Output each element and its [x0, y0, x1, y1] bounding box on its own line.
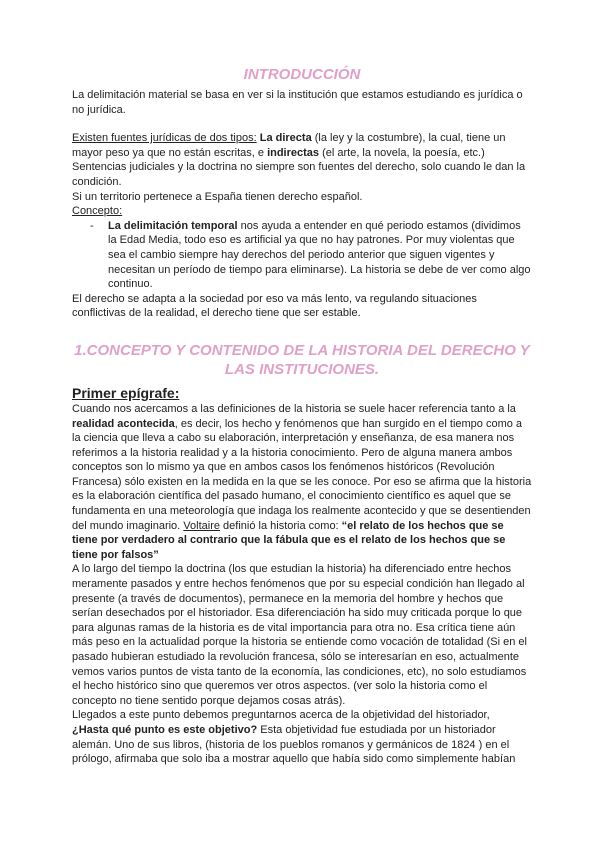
delimitacion-temporal-text: nos ayuda a entender en qué periodo estamos (dividimos la Edad Media, todo eso es artificial ya que no hay patrones. Por muy violentas que sea el cambio siempre hay derechos del periodo anterior que siguen vigentes y necesitan un período de tiempo para eliminarse). La historia se debe de ver como algo continuo. — [108, 219, 531, 291]
text-run: definió la historia como: — [220, 519, 342, 532]
subheading: Primer epígrafe: — [72, 384, 180, 401]
indirectas-text: (el arte, la novela, la poesía, etc.) — [319, 146, 485, 159]
intro-paragraph-1: La delimitación material se basa en ver si la institución que estamos estudiando es jurídica o no jurídica. — [72, 89, 523, 116]
concepto-label: Concepto: — [72, 205, 123, 218]
section-heading: 1.CONCEPTO Y CONTENIDO DE LA HISTORIA DEL DERECHO Y LAS INSTITUCIONES. — [74, 341, 530, 378]
intro-paragraph-2 — [72, 131, 532, 160]
text-run: , es decir, los hecho y fenómenos que han surgido en el tiempo como a la ciencia que lleva a cabo su elaboración, interpretación y enseñanza, de esa manera nos referimos a la historia realidad y a la historia conocimiento. Pero de alguna manera ambos conceptos son lo mismo ya que en ambos casos los fenómenos históricos (Revolución Francesa) sólo existen en la medida en la que se les conoce. Por eso se afirma que la historia es la elaboración científica del pasado humano, el conocimiento científico es aquel que se fundamenta en una meteorología que indaga los realmente acontecido y que se desentienden del mundo imaginario. — [72, 417, 532, 532]
document-page — [72, 66, 532, 767]
intro-paragraph-3: Sentencias judiciales y la doctrina no siempre son fuentes del derecho, solo cuando le dan la condición. — [72, 161, 526, 188]
intro-paragraph-4: Si un territorio pertenece a España tienen derecho español. — [72, 190, 363, 203]
directa-text: (la ley y la costumbre), la cual, tiene un mayor peso ya que no están escritas, e — [72, 132, 506, 159]
page-title: INTRODUCCIÓN — [243, 66, 361, 83]
delimitacion-temporal-term: La delimitación temporal — [108, 219, 238, 232]
objetividad-question: ¿Hasta qué punto es este objetivo? — [72, 723, 258, 736]
paragraph-gap — [72, 117, 532, 131]
intro-paragraph-5: El derecho se adapta a la sociedad por eso va más lento, va regulando situaciones conflictivas de la realidad, el derecho tiene que ser estable. — [72, 292, 477, 320]
text-run: Esta objetividad fue estudiada por un historiador alemán. Uno de sus libros, (historia de los pueblos romanos y germánicos de 1824 ) en el prólogo, afirmaba que solo iba a mostrar aquello que había sido como simplemente habían — [72, 723, 516, 766]
directa-term: La directa — [259, 132, 312, 145]
section-paragraph-2: A lo largo del tiempo la doctrina (los que estudian la historia) ha diferenciado entre hechos meramente pasados y entre hechos fenómenos que por su especial condición han llegado al presente (a través de documentos), permanece en la memoria del hombre y hechos que serían desechados por el historiador. Esa diferenciación ha sido muy criticada porque lo que para algunas ramas de la historia es de vital importancia para otra no. Esa crítica tiene aún más peso en la actualidad porque la historia se entiende como vocación de totalidad (Si en el pasado hubieran estudiado la revolución francesa, sólo se interesarían en eso, actualmente vemos varios puntos de vista tanto de la economía, las condiciones, etc), no solo estudiamos el hecho histórico sino que queremos ver otros aspectos. (ver solo la historia como el concepto no tiene sentido porque dejamos cosas atrás). — [72, 563, 527, 707]
dash-bullet: - — [90, 219, 94, 232]
indirectas-term: indirectas — [267, 146, 320, 159]
voltaire-quote: “el relato de los hechos que se tiene por verdadero al contrario que la fábula que es el relato de los hechos que se tiene por falsos” — [72, 519, 506, 561]
realidad-acontecida-term: realidad acontecida — [72, 417, 175, 430]
list-item — [72, 219, 532, 292]
section-paragraph-3: Llegados a este punto debemos preguntarnos acerca de la objetividad del historiador, — [72, 709, 490, 722]
text-run: Cuando nos acercamos a las definiciones de la historia se suele hacer referencia tanto a la — [72, 402, 516, 415]
section-paragraph-4 — [72, 723, 532, 767]
sources-label: Existen fuentes jurídicas de dos tipos: — [72, 132, 257, 145]
concepto-list — [72, 219, 532, 292]
section-paragraph-1 — [72, 402, 532, 563]
voltaire-name: Voltaire — [183, 519, 220, 532]
